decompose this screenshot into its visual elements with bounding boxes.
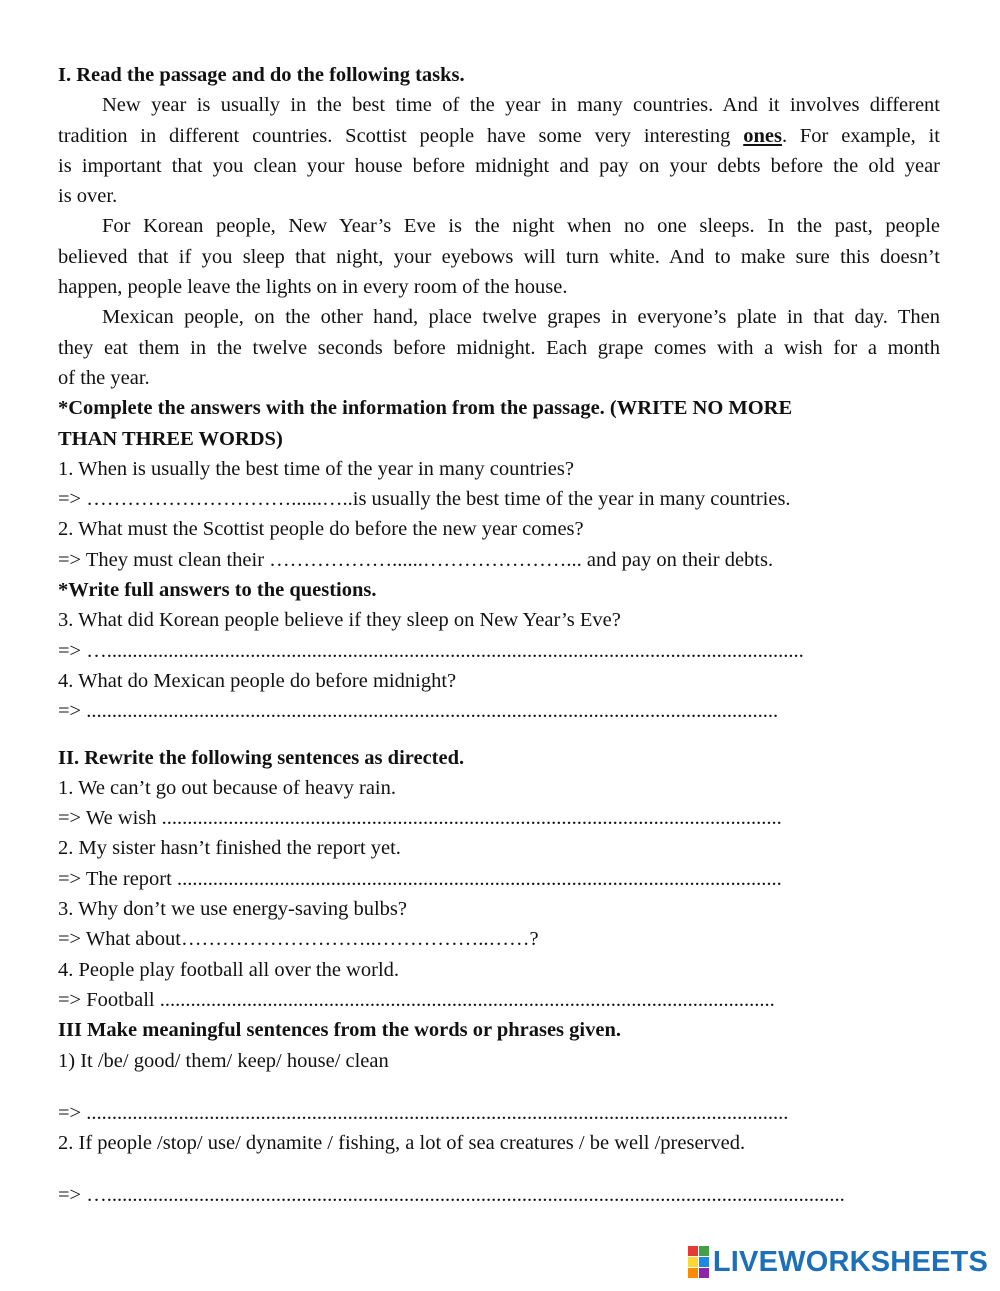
answer-line-1-4[interactable]: => ....................................................................................................................................... bbox=[58, 700, 779, 723]
question-2-3: 3. Why don’t we use energy-saving bulbs? bbox=[58, 898, 408, 921]
passage-p3-line3: of the year. bbox=[58, 366, 150, 389]
question-2-4: 4. People play football all over the world. bbox=[58, 958, 400, 981]
section-1-heading: I. Read the passage and do the following tasks. bbox=[58, 64, 465, 86]
instruction-complete-line2: THAN THREE WORDS) bbox=[58, 427, 283, 450]
instruction-complete: *Complete the answers with the information from the passage. (WRITE NO MORE bbox=[58, 397, 793, 420]
logo-square bbox=[699, 1257, 709, 1267]
passage-p2-line1: For Korean people, New Year’s Eve is the night when no one sleeps. In the past, people bbox=[102, 215, 940, 238]
logo-square bbox=[688, 1257, 698, 1267]
answer-line-2-2[interactable]: => The report ...................................................................................................................... bbox=[58, 867, 782, 890]
passage-p1-line3: is important that you clean your house before midnight and pay on your debts before the old year bbox=[58, 154, 940, 177]
question-2-1: 1. We can’t go out because of heavy rain. bbox=[58, 776, 396, 799]
logo-square bbox=[688, 1268, 698, 1278]
answer-line-3-1[interactable]: => ......................................................................................................................................... bbox=[58, 1101, 789, 1124]
answer-line-2-1[interactable]: => We wish ......................................................................................................................... bbox=[58, 807, 782, 830]
passage-p3-line1: Mexican people, on the other hand, place twelve grapes in everyone’s plate in that day. Then bbox=[102, 306, 940, 329]
answer-line-1-2[interactable]: => They must clean their ………………......…………………... and pay on their debts. bbox=[58, 548, 774, 571]
passage-p1-line4: is over. bbox=[58, 185, 118, 208]
passage-text: . For example, it bbox=[781, 124, 940, 147]
answer-line-1-3[interactable]: => …........................................................................................................................................ bbox=[58, 639, 804, 662]
logo-square bbox=[688, 1246, 698, 1256]
underlined-word: ones bbox=[743, 124, 782, 147]
worksheet-page bbox=[58, 60, 940, 1211]
answer-line-2-3[interactable]: => What about………………………..……………..……? bbox=[58, 928, 539, 951]
section-2-heading: II. Rewrite the following sentences as directed. bbox=[58, 746, 465, 769]
question-1-1: 1. When is usually the best time of the year in many countries? bbox=[58, 457, 574, 480]
section-spacer bbox=[58, 727, 940, 743]
passage-text: tradition in different countries. Scottist people have some very interesting bbox=[58, 124, 744, 147]
passage-p2-line3: happen, people leave the lights on in every room of the house. bbox=[58, 276, 568, 299]
liveworksheets-logo-text: LIVEWORKSHEETS bbox=[712, 1245, 988, 1278]
question-1-4: 4. What do Mexican people do before midnight? bbox=[58, 669, 457, 692]
answer-line-3-2[interactable]: => …................................................................................................................................................ bbox=[58, 1184, 845, 1207]
question-1-3: 3. What did Korean people believe if they sleep on New Year’s Eve? bbox=[58, 609, 621, 632]
passage-p3-line2: they eat them in the twelve seconds before midnight. Each grape comes with a wish for a month bbox=[58, 336, 940, 359]
section-3-heading: III Make meaningful sentences from the words or phrases given. bbox=[58, 1019, 621, 1042]
question-1-2: 2. What must the Scottist people do before the new year comes? bbox=[58, 518, 584, 541]
answer-spacer bbox=[58, 1158, 940, 1180]
answer-line-2-4[interactable]: => Football ........................................................................................................................ bbox=[58, 988, 775, 1011]
logo-square bbox=[699, 1268, 709, 1278]
answer-line-1-1[interactable]: => …………………………......…..is usually the best time of the year in many countries. bbox=[58, 488, 791, 511]
answer-spacer bbox=[58, 1076, 940, 1098]
passage-p1-line1: New year is usually in the best time of the year in many countries. And it involves different bbox=[102, 94, 940, 117]
question-3-2: 2. If people /stop/ use/ dynamite / fishing, a lot of sea creatures / be well /preserved. bbox=[58, 1132, 746, 1155]
instruction-full-answers: *Write full answers to the questions. bbox=[58, 579, 377, 602]
question-3-1: 1) It /be/ good/ them/ keep/ house/ clean bbox=[58, 1049, 389, 1072]
logo-square bbox=[699, 1246, 709, 1256]
liveworksheets-logo bbox=[688, 1245, 988, 1279]
question-2-2: 2. My sister hasn’t finished the report yet. bbox=[58, 837, 401, 860]
passage-p1-line2 bbox=[58, 121, 940, 151]
passage-p2-line2: believed that if you sleep that night, your eyebows will turn white. And to make sure this doesn’t bbox=[58, 245, 940, 268]
liveworksheets-logo-icon bbox=[688, 1246, 709, 1278]
